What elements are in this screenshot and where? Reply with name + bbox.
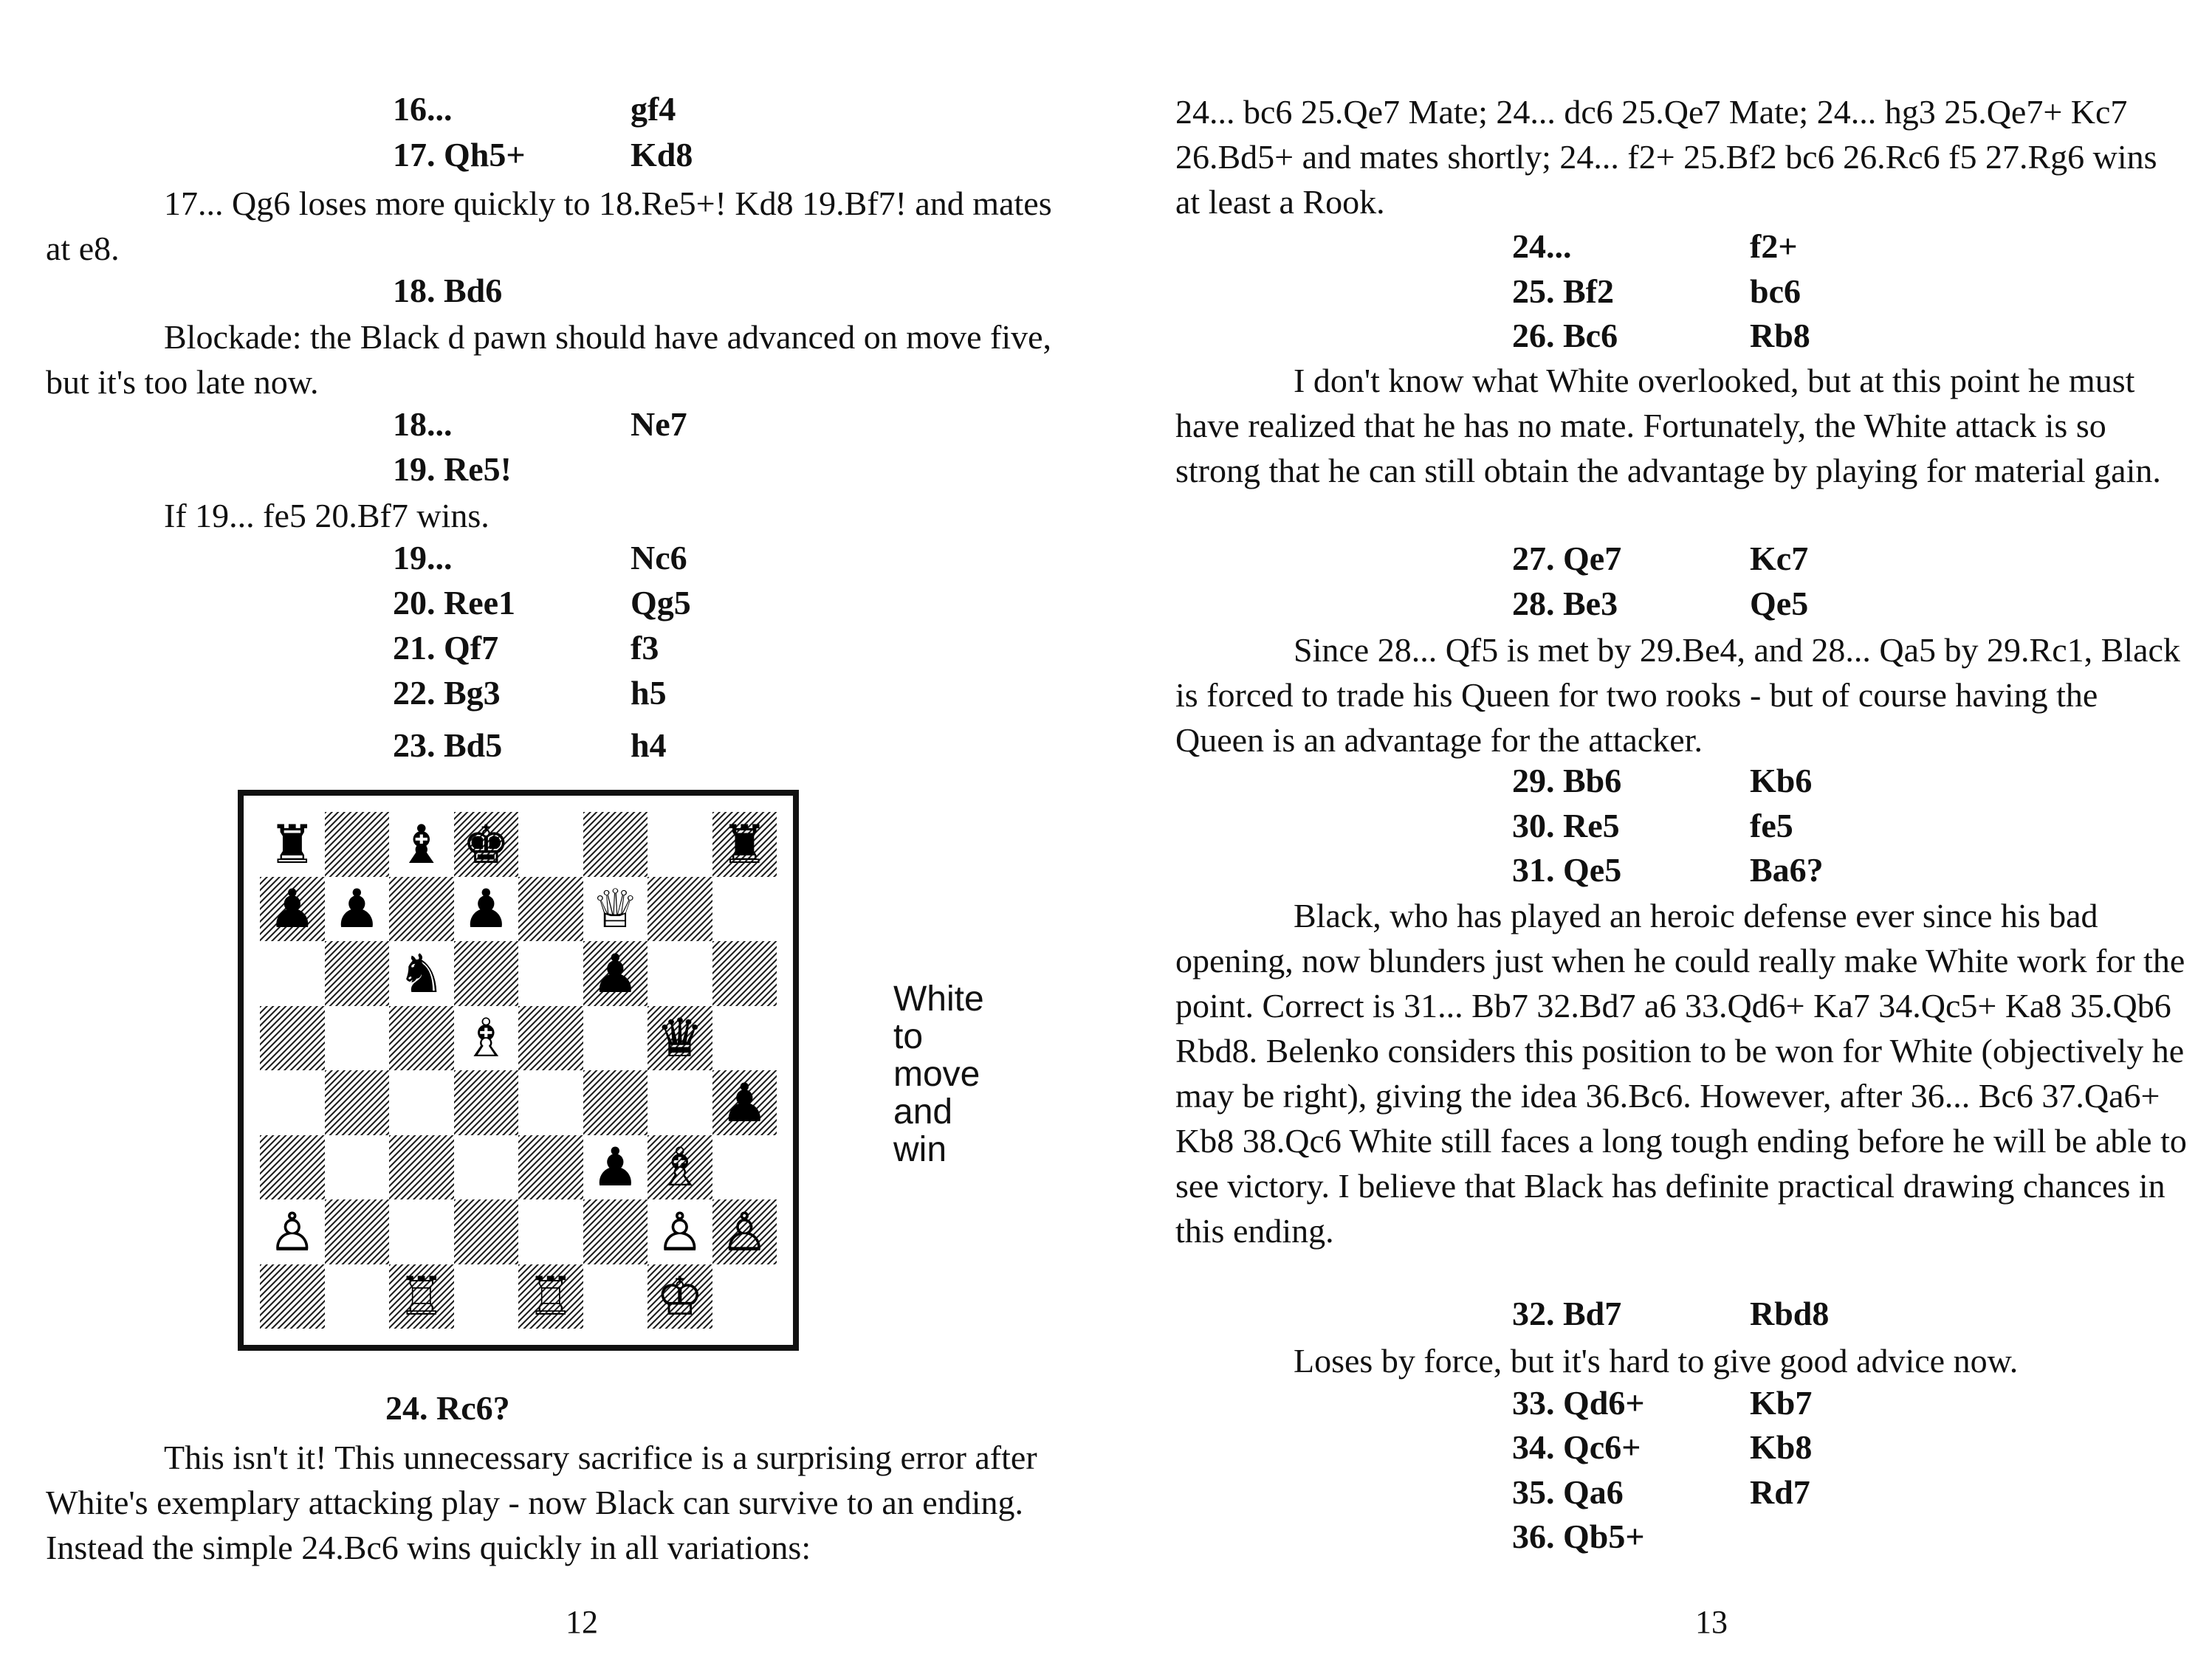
- white-move: 21. Qf7: [393, 629, 499, 667]
- board-square-e1: [518, 1264, 583, 1329]
- page-number: 13: [1695, 1604, 1728, 1640]
- chess-piece-icon: ♝: [397, 813, 446, 875]
- commentary-text: Loses by force, but it's hard to give good advice now.: [1294, 1342, 2019, 1380]
- board-square-d8: [454, 812, 519, 877]
- board-square-f7: [583, 877, 648, 942]
- board-square-c7: [389, 877, 454, 942]
- board-square-a5: [260, 1006, 325, 1071]
- commentary-text: 24... bc6 25.Qe7 Mate; 24... dc6 25.Qe7 Mate; 24... hg3 25.Qe7+ Kc7 26.Bd5+ and mates shortly; 24... f2+ 25.Bf2 bc6 26.Rc6 f5 27.Rg6 wins at least a Rook.: [1175, 93, 2157, 221]
- caption-line: to: [893, 1017, 924, 1056]
- board-square-b5: [325, 1006, 390, 1071]
- black-move: Kd8: [631, 136, 693, 173]
- chess-piece-icon: ♙: [656, 1200, 704, 1263]
- white-move: 30. Re5: [1512, 807, 1620, 844]
- board-square-c2: [389, 1199, 454, 1264]
- black-move: Kb8: [1750, 1428, 1813, 1466]
- board-square-e6: [518, 941, 583, 1006]
- board-square-f4: [583, 1070, 648, 1135]
- white-move: 32. Bd7: [1512, 1295, 1622, 1332]
- commentary-paragraph: [46, 314, 1065, 404]
- black-move: gf4: [631, 90, 676, 128]
- board-square-b1: [325, 1264, 390, 1329]
- board-square-d4: [454, 1070, 519, 1135]
- commentary-paragraph: [46, 493, 1065, 538]
- board-square-d2: [454, 1199, 519, 1264]
- board-square-h7: [712, 877, 777, 942]
- chess-piece-icon: ♟: [720, 1071, 769, 1134]
- black-move: Rd7: [1750, 1473, 1810, 1511]
- board-square-h8: [712, 812, 777, 877]
- chess-piece-icon: ♕: [591, 878, 639, 940]
- board-square-e2: [518, 1199, 583, 1264]
- white-move: 31. Qe5: [1512, 851, 1622, 889]
- commentary-paragraph: [1175, 893, 2187, 1253]
- board-square-d3: [454, 1135, 519, 1200]
- board-square-e4: [518, 1070, 583, 1135]
- white-move: 23. Bd5: [393, 726, 503, 764]
- board-square-e5: [518, 1006, 583, 1071]
- board-square-h1: [712, 1264, 777, 1329]
- black-move: Qg5: [631, 584, 691, 622]
- chess-piece-icon: ♚: [461, 813, 510, 875]
- board-square-d1: [454, 1264, 519, 1329]
- board-square-d5: [454, 1006, 519, 1071]
- white-move: 36. Qb5+: [1512, 1518, 1645, 1555]
- board-square-b3: [325, 1135, 390, 1200]
- page-number: 12: [566, 1604, 598, 1640]
- white-move: 20. Ree1: [393, 584, 516, 622]
- board-square-h5: [712, 1006, 777, 1071]
- commentary-text: I don't know what White overlooked, but at this point he must have realized that he has no mate. Fortunately, the White attack is so strong that he can still obtain the advantage by playing for material gain.: [1175, 362, 2161, 489]
- board-square-b4: [325, 1070, 390, 1135]
- chess-piece-icon: ♗: [656, 1136, 704, 1199]
- white-move: 22. Bg3: [393, 674, 501, 712]
- commentary-text: 17... Qg6 loses more quickly to 18.Re5+! Kd8 19.Bf7! and mates at e8.: [46, 185, 1052, 267]
- board-square-g7: [648, 877, 712, 942]
- black-move: Ne7: [631, 405, 687, 443]
- board-square-f5: [583, 1006, 648, 1071]
- chess-piece-icon: ♟: [461, 878, 510, 940]
- board-square-b2: [325, 1199, 390, 1264]
- caption-line: White: [893, 979, 984, 1019]
- board-square-g3: [648, 1135, 712, 1200]
- commentary-text: If 19... fe5 20.Bf7 wins.: [164, 497, 490, 534]
- white-move: 27. Qe7: [1512, 540, 1622, 577]
- black-move: Ba6?: [1750, 851, 1824, 889]
- board-square-a6: [260, 941, 325, 1006]
- board-square-c5: [389, 1006, 454, 1071]
- white-move: 25. Bf2: [1512, 272, 1614, 310]
- board-square-g8: [648, 812, 712, 877]
- chess-piece-icon: ♙: [720, 1200, 769, 1263]
- white-move: 16...: [393, 90, 453, 128]
- board-square-g6: [648, 941, 712, 1006]
- black-move: Nc6: [631, 539, 687, 576]
- white-move: 19. Re5!: [393, 450, 512, 488]
- board-square-h2: [712, 1199, 777, 1264]
- board-square-c6: [389, 941, 454, 1006]
- board-square-c4: [389, 1070, 454, 1135]
- commentary-paragraph: [1175, 1338, 2187, 1383]
- white-move: 19...: [393, 539, 453, 576]
- white-move: 29. Bb6: [1512, 762, 1622, 799]
- chess-piece-icon: ♛: [656, 1007, 704, 1070]
- board-square-e3: [518, 1135, 583, 1200]
- white-move: 28. Be3: [1512, 585, 1618, 622]
- chess-piece-icon: ♟: [268, 878, 317, 940]
- chess-piece-icon: ♖: [526, 1265, 575, 1328]
- chess-piece-icon: ♖: [397, 1265, 446, 1328]
- board-square-a1: [260, 1264, 325, 1329]
- commentary-paragraph: [1175, 627, 2187, 762]
- black-move: Kc7: [1750, 540, 1809, 577]
- white-move: 35. Qa6: [1512, 1473, 1624, 1511]
- commentary-paragraph: [1175, 358, 2187, 493]
- black-move: h4: [631, 726, 667, 764]
- black-move: bc6: [1750, 272, 1801, 310]
- white-move: 24. Rc6?: [385, 1389, 510, 1427]
- commentary-text: Blockade: the Black d pawn should have advanced on move five, but it's too late now.: [46, 318, 1052, 401]
- chess-piece-icon: ♜: [268, 813, 317, 875]
- board-square-f8: [583, 812, 648, 877]
- board-square-g1: [648, 1264, 712, 1329]
- black-move: Kb6: [1750, 762, 1813, 799]
- board-square-d6: [454, 941, 519, 1006]
- commentary-paragraph: [46, 181, 1065, 271]
- board-square-a7: [260, 877, 325, 942]
- chess-piece-icon: ♞: [397, 942, 446, 1005]
- commentary-paragraph: [46, 1435, 1065, 1570]
- white-move: 17. Qh5+: [393, 136, 526, 173]
- board-square-b8: [325, 812, 390, 877]
- board-square-c8: [389, 812, 454, 877]
- chess-piece-icon: ♟: [591, 1136, 639, 1199]
- commentary-text: This isn't it! This unnecessary sacrifice is a surprising error after White's exemplary attacking play - now Black can survive to an ending. Instead the simple 24.Bc6 wins quickly in all variations:: [46, 1439, 1037, 1566]
- board-square-h4: [712, 1070, 777, 1135]
- board-square-b7: [325, 877, 390, 942]
- board-square-a4: [260, 1070, 325, 1135]
- chess-piece-icon: ♟: [591, 942, 639, 1005]
- board-square-a2: [260, 1199, 325, 1264]
- white-move: 34. Qc6+: [1512, 1428, 1641, 1466]
- black-move: Rb8: [1750, 317, 1810, 354]
- board-square-g2: [648, 1199, 712, 1264]
- board-square-a3: [260, 1135, 325, 1200]
- right-page: [1106, 0, 2212, 1663]
- white-move: 18. Bd6: [393, 272, 503, 309]
- chess-piece-icon: ♜: [720, 813, 769, 875]
- black-move: Rbd8: [1750, 1295, 1830, 1332]
- white-move: 33. Qd6+: [1512, 1384, 1645, 1422]
- chess-piece-icon: ♟: [332, 878, 381, 940]
- board-square-h6: [712, 941, 777, 1006]
- board-square-f3: [583, 1135, 648, 1200]
- board-square-g5: [648, 1006, 712, 1071]
- chess-piece-icon: ♙: [268, 1200, 317, 1263]
- board-square-a8: [260, 812, 325, 877]
- white-move: 26. Bc6: [1512, 317, 1618, 354]
- commentary-text: Since 28... Qf5 is met by 29.Be4, and 28... Qa5 by 29.Rc1, Black is forced to trade his Queen for two rooks - but of course having the Queen is an advantage for the attacker.: [1175, 631, 2180, 759]
- board-square-e7: [518, 877, 583, 942]
- commentary-text: Black, who has played an heroic defense ever since his bad opening, now blunders just when he could really make White work for the point. Correct is 31... Bb7 32.Bd7 a6 33.Qd6+ Ka7 34.Qc5+ Ka8 35.Qb6 Rbd8. Belenko considers this position to be won for White (objectively he may be right), giving the idea 36.Bc6. However, after 36... Bc6 37.Qa6+ Kb8 38.Qc6 White still faces a long tough ending before he will be able to see victory. I believe that Black has definite practical drawing chances in this ending.: [1175, 897, 2187, 1250]
- black-move: Qe5: [1750, 585, 1809, 622]
- caption-line: move: [893, 1055, 980, 1094]
- board-square-f6: [583, 941, 648, 1006]
- board-square-e8: [518, 812, 583, 877]
- chess-piece-icon: ♗: [461, 1007, 510, 1070]
- black-move: Kb7: [1750, 1384, 1813, 1422]
- board-square-d7: [454, 877, 519, 942]
- black-move: fe5: [1750, 807, 1793, 844]
- diagram-caption: [893, 980, 984, 1168]
- black-move: f2+: [1750, 227, 1798, 265]
- commentary-paragraph: [1175, 89, 2187, 224]
- board-square-f2: [583, 1199, 648, 1264]
- board-square-c3: [389, 1135, 454, 1200]
- chess-board: [260, 812, 777, 1329]
- board-square-b6: [325, 941, 390, 1006]
- black-move: f3: [631, 629, 659, 667]
- white-move: 24...: [1512, 227, 1572, 265]
- black-move: h5: [631, 674, 667, 712]
- board-square-c1: [389, 1264, 454, 1329]
- board-square-f1: [583, 1264, 648, 1329]
- caption-line: win: [893, 1130, 947, 1169]
- white-move: 18...: [393, 405, 453, 443]
- board-square-h3: [712, 1135, 777, 1200]
- chess-diagram: [238, 790, 799, 1351]
- chess-piece-icon: ♔: [656, 1265, 704, 1328]
- board-square-g4: [648, 1070, 712, 1135]
- caption-line: and: [893, 1092, 953, 1132]
